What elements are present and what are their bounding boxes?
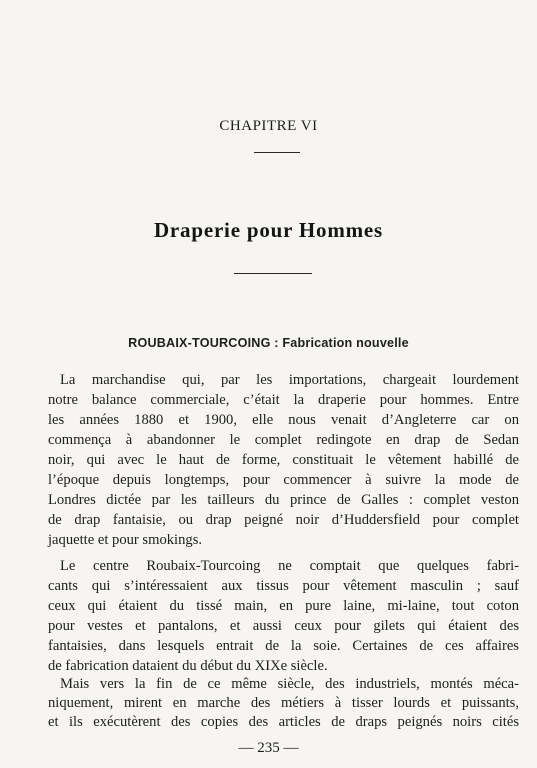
- text-line: niquement, mirent en marche des métiers à tisser lourds et puissants,: [48, 695, 519, 711]
- text-line: Mais vers la fin de ce même siècle, des industriels, montés méca-: [60, 676, 519, 692]
- text-line: Le centre Roubaix-Tourcoing ne comptait que quelques fabri-: [60, 558, 519, 574]
- text-line: jaquette et pour smokings.: [48, 532, 203, 548]
- text-line: noir, qui avec le haut de forme, constituait le vêtement habillé de: [48, 452, 519, 468]
- text-line: cants qui s’intéressaient aux tissus pour vêtement masculin ; sauf: [48, 578, 519, 594]
- text-line: ceux qui étaient du tissé main, en pure laine, mi-laine, tout coton: [48, 598, 519, 614]
- text-line: Londres dictée par les tailleurs du prince de Galles : complet veston: [48, 492, 519, 508]
- text-line: La marchandise qui, par les importations, chargeait lourdement: [60, 372, 519, 388]
- text-line: les années 1880 et 1900, elle nous venait d’Angleterre car on: [48, 412, 519, 428]
- text-line: de fabrication dataient du début du XIXe siècle.: [48, 658, 328, 674]
- page-number: — 235 —: [238, 740, 299, 756]
- section-heading: ROUBAIX-TOURCOING : Fabrication nouvelle: [128, 336, 409, 350]
- chapter-title: Draperie pour Hommes: [153, 218, 384, 242]
- text-line: fantaisies, dans lesquels entrait de la soie. Certaines de ces affaires: [48, 638, 519, 654]
- text-line: et ils exécutèrent des copies des articles de draps peignés noirs cités: [48, 714, 519, 730]
- text-line: notre balance commerciale, c’était la draperie pour hommes. Entre: [48, 392, 519, 408]
- text-line: de drap fantaisie, ou drap peigné noir d’Huddersfield pour complet: [48, 512, 519, 528]
- chapter-label: CHAPITRE VI: [219, 118, 318, 134]
- text-line: commença à abandonner le complet redingote en drap de Sedan: [48, 432, 519, 448]
- text-line: pour vestes et pantalons, et aussi ceux pour gilets qui étaient des: [48, 618, 519, 634]
- text-line: l’époque depuis longtemps, pour commencer à suivre la mode de: [48, 472, 519, 488]
